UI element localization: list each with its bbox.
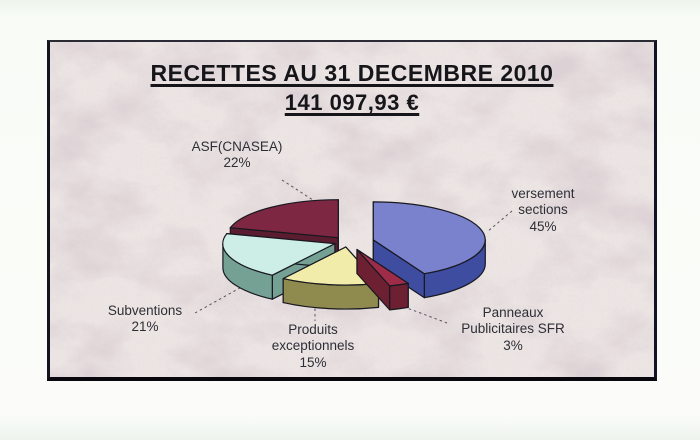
chart-frame-panel <box>47 40 657 381</box>
label-subventions-line1: Subventions <box>107 303 183 318</box>
label-versement-line2: sections <box>518 202 568 218</box>
leader-line-versement <box>487 211 512 232</box>
label-subventions-pct: 21% <box>131 319 159 335</box>
label-asf-line1: ASF(CNASEA) <box>191 139 283 154</box>
label-panneaux-line1: Panneaux <box>482 305 544 320</box>
pie-slices-group <box>223 200 486 310</box>
label-produits-line1: Produits <box>288 322 338 337</box>
label-asf-pct: 22% <box>223 155 251 171</box>
label-subventions <box>108 303 182 336</box>
label-panneaux <box>461 305 565 354</box>
label-versement-line1: versement <box>511 186 575 201</box>
label-produits-line2: exceptionnels <box>271 338 355 354</box>
label-panneaux-pct: 3% <box>503 337 523 353</box>
label-panneaux-line2: Publicitaires SFR <box>461 321 565 337</box>
chart-title-block <box>50 60 654 116</box>
pie-slice-rim <box>390 283 409 310</box>
leader-line-subventions <box>195 284 247 313</box>
label-produits <box>272 322 355 371</box>
label-produits-pct: 15% <box>299 354 327 370</box>
label-versement-pct: 45% <box>529 218 557 234</box>
chart-title: RECETTES AU 31 DECEMBRE 2010 <box>150 60 554 86</box>
label-versement <box>511 186 574 235</box>
chart-total-amount: 141 097,93 € <box>284 90 420 115</box>
label-asf <box>192 139 283 172</box>
